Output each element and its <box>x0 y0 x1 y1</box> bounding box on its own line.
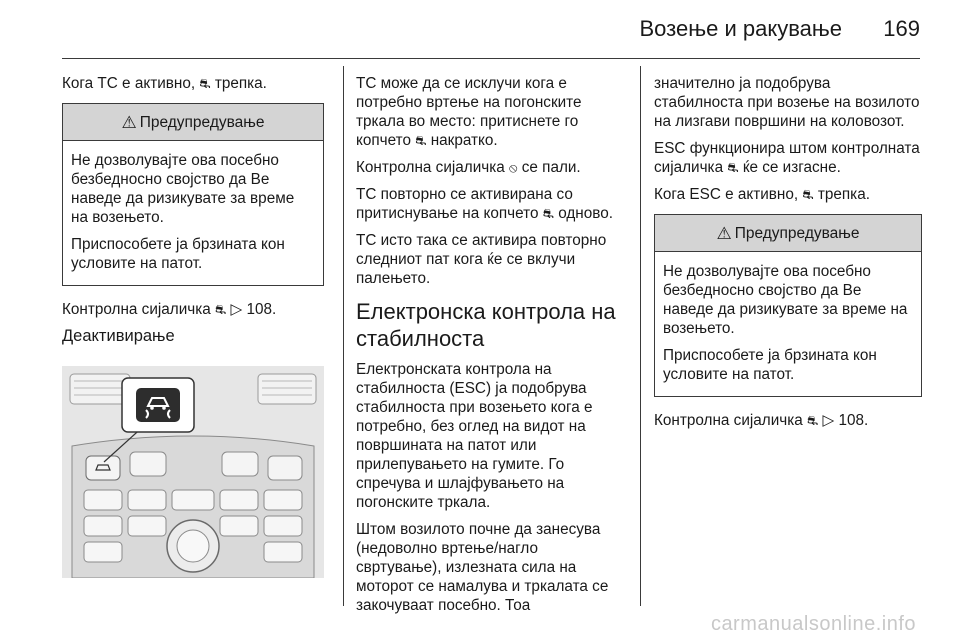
warning-text: Приспособете ја брзината кон условите на патот. <box>663 347 877 383</box>
esc-skid-car-icon: ⛐ <box>542 206 554 221</box>
paragraph: Кога ESC е активно, ⛐ трепка. <box>654 186 870 203</box>
esc-skid-car-icon: ⛐ <box>415 133 427 148</box>
page-reference-triangle-icon: ▷ <box>230 301 243 318</box>
warning-box <box>62 103 324 286</box>
column-1 <box>62 74 324 583</box>
cross-reference: Контролна сијаличка ⛐ ▷ 108. <box>654 412 869 429</box>
warning-body <box>63 141 323 285</box>
esc-skid-car-icon: ⛐ <box>199 76 211 91</box>
paragraph: TC може да се исклучи кога е потребно вртење на погонските тркала во место: притиснете го копчето ⛐ накратко. <box>356 75 582 149</box>
header-rule <box>62 58 920 59</box>
esc-skid-car-icon: ⛐ <box>802 187 814 202</box>
warning-header: ⚠ Предупредување <box>655 215 921 252</box>
warning-text: Приспособете ја брзината кон условите на патот. <box>71 236 285 272</box>
warning-box <box>654 214 922 397</box>
esc-off-icon: ⦸ <box>509 160 518 175</box>
watermark: carmanualsonline.info <box>710 613 916 635</box>
paragraph: Електронската контрола на стабилноста (ESC) ја подобрува стабилноста при возењето кога е потребно, без оглед на видот на површината на патот или прилепувањето на гумите. Го спречува и шлајфувањето на погонските тркала. <box>356 361 593 511</box>
paragraph: ESC функционира штом контролната сијаличка ⛐ ќе се изгасне. <box>654 140 920 176</box>
esc-skid-car-icon: ⛐ <box>807 413 819 428</box>
esc-skid-car-icon: ⛐ <box>215 302 227 317</box>
paragraph: TC исто така се активира повторно следниот пат кога ќе се вклучи палењето. <box>356 232 607 287</box>
console-illustration <box>62 366 324 578</box>
cross-reference: Контролна сијаличка ⛐ ▷ 108. <box>62 301 277 318</box>
paragraph: Контролна сијаличка ⦸ се пали. <box>356 159 581 176</box>
warning-body <box>655 252 921 396</box>
column-divider <box>640 66 641 606</box>
section-title: Електронска контрола на стабилноста <box>356 299 616 351</box>
esc-skid-car-icon: ⛐ <box>727 160 739 175</box>
paragraph: Кога TC е активно, ⛐ трепка. <box>62 75 267 92</box>
warning-triangle-icon: ⚠ <box>121 112 137 132</box>
warning-text: Не дозволувајте ова посебно безбедносно својство да Ве наведе да ризикувате за време на возењето. <box>663 263 908 337</box>
section-heading: Деактивирање <box>62 327 175 345</box>
column-3 <box>654 74 922 438</box>
chapter-title: Возење и ракување <box>639 16 842 41</box>
page-header <box>0 0 960 62</box>
warning-header: ⚠ Предупредување <box>63 104 323 141</box>
paragraph: Штом возилото почне да занесува (недоволно вртење/нагло свртување), излезната сила на моторот се намалува и тркалата се закочуваат посебно. Тоа <box>356 521 609 614</box>
warning-text: Не дозволувајте ова посебно безбедносно својство да Ве наведе да ризикувате за време на возењето. <box>71 152 295 226</box>
page-number: 169 <box>883 16 920 41</box>
paragraph: значително ја подобрува стабилноста при возење на возилото на лизгави површини на коловозот. <box>654 75 920 130</box>
column-2 <box>356 74 624 623</box>
warning-triangle-icon: ⚠ <box>716 223 732 243</box>
column-divider <box>343 66 344 606</box>
page-reference-triangle-icon: ▷ <box>822 412 835 429</box>
paragraph: TC повторно се активирана со притиснување на копчето ⛐ одново. <box>356 186 613 222</box>
